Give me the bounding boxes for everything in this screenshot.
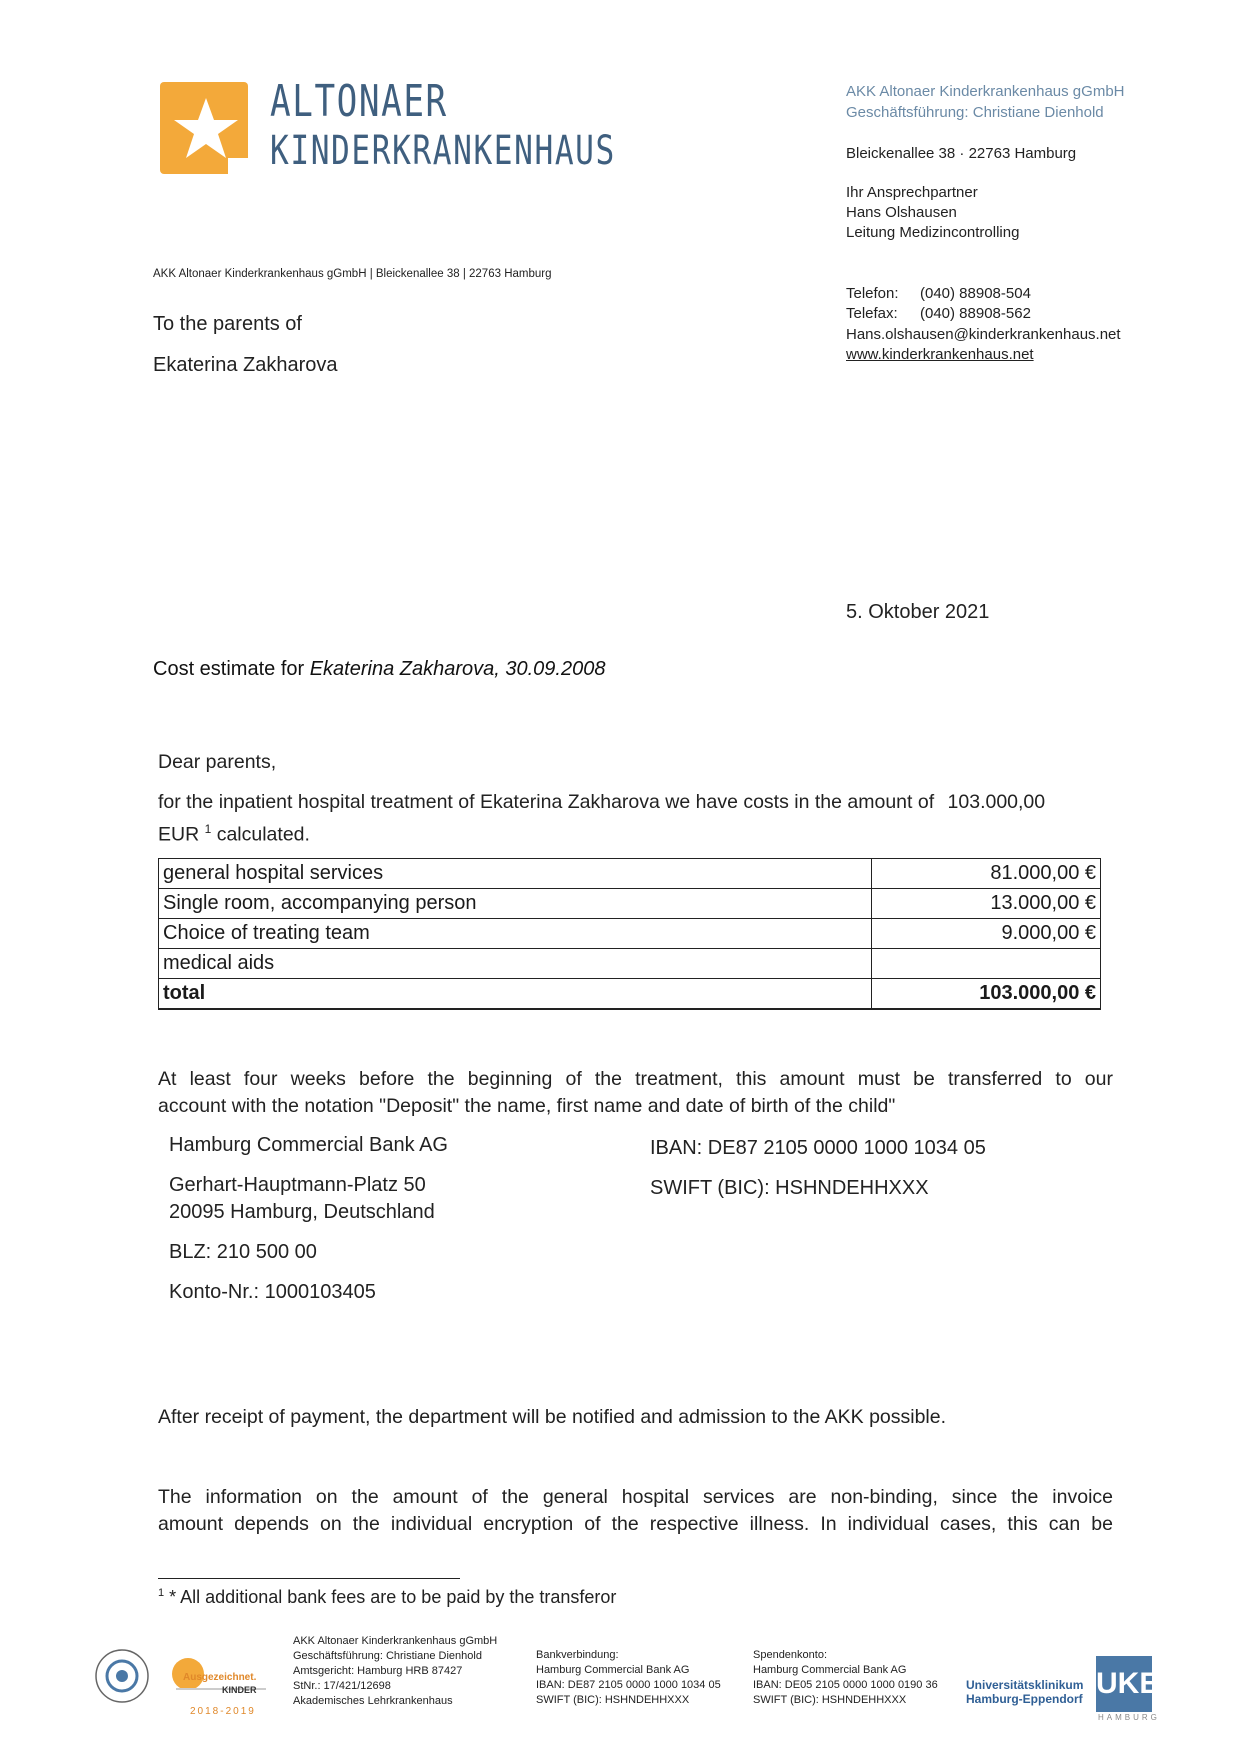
cost-amount: 13.000,00 € bbox=[872, 889, 1101, 919]
hospital-logo-star-icon bbox=[160, 82, 248, 174]
award-years: 2018-2019 bbox=[190, 1706, 256, 1717]
email-link[interactable]: Hans.olshausen@kinderkrankenhaus.net bbox=[846, 326, 1121, 343]
uke-logo: UKE bbox=[1096, 1656, 1152, 1712]
info-line-2: amount depends on the individual encryption of the respective illness. In individual cases, this can be bbox=[158, 1513, 1113, 1535]
cost-row bbox=[159, 919, 1101, 949]
cost-row bbox=[159, 859, 1101, 889]
header-management: Geschäftsführung: Christiane Dienhold bbox=[846, 104, 1104, 121]
footer-company-l2: Geschäftsführung: Christiane Dienhold bbox=[293, 1650, 482, 1662]
contact-name: Hans Olshausen bbox=[846, 204, 957, 221]
award-sub: KINDER bbox=[222, 1685, 257, 1695]
certification-seal-icon bbox=[92, 1646, 152, 1706]
phone-row bbox=[846, 285, 1031, 302]
footnote-divider bbox=[158, 1578, 460, 1579]
uke-line-2: Hamburg-Eppendorf bbox=[966, 1692, 1083, 1706]
transfer-line-1: At least four weeks before the beginning of the treatment, this amount must be transferred to our bbox=[158, 1068, 1113, 1090]
footer-donation-swift: SWIFT (BIC): HSHNDEHHXXX bbox=[753, 1694, 907, 1706]
uke-line-1: Universitätsklinikum bbox=[966, 1678, 1084, 1692]
greeting: Dear parents, bbox=[158, 751, 277, 773]
footer-company-l4: StNr.: 17/421/12698 bbox=[293, 1680, 391, 1692]
award-title: Ausgezeichnet. bbox=[183, 1672, 257, 1683]
bank-account-number: Konto-Nr.: 1000103405 bbox=[169, 1281, 376, 1303]
cost-amount: 9.000,00 € bbox=[872, 919, 1101, 949]
subject-name: Ekaterina Zakharova, 30.09.2008 bbox=[309, 658, 606, 680]
footer-donation-iban: IBAN: DE05 2105 0000 1000 0190 36 bbox=[753, 1679, 938, 1691]
bank-name: Hamburg Commercial Bank AG bbox=[169, 1134, 448, 1156]
uke-city: HAMBURG bbox=[1098, 1713, 1160, 1722]
cost-amount bbox=[872, 949, 1101, 979]
intro-amount: 103.000,00 bbox=[947, 791, 1046, 813]
cost-total-row bbox=[159, 979, 1101, 1010]
phone-value: (040) 88908-504 bbox=[920, 285, 1031, 302]
footer-bank-iban: IBAN: DE87 2105 0000 1000 1034 05 bbox=[536, 1679, 721, 1691]
fax-label: Telefax: bbox=[846, 305, 898, 322]
letter-date: 5. Oktober 2021 bbox=[846, 601, 990, 623]
footer-company bbox=[293, 1634, 497, 1709]
intro-suffix: calculated. bbox=[216, 823, 310, 846]
footer-bank bbox=[536, 1648, 721, 1708]
footnote-marker: 1 bbox=[158, 1587, 165, 1599]
after-payment-text: After receipt of payment, the department will be notified and admission to the AKK possible. bbox=[158, 1406, 947, 1428]
recipient-line-1: To the parents of bbox=[153, 313, 302, 335]
subject-prefix: Cost estimate for bbox=[153, 658, 310, 680]
website-link[interactable] bbox=[846, 346, 1034, 363]
intro-paragraph bbox=[158, 789, 1118, 849]
cost-row bbox=[159, 949, 1101, 979]
footer-bank-name: Hamburg Commercial Bank AG bbox=[536, 1664, 690, 1676]
cost-amount: 81.000,00 € bbox=[872, 859, 1101, 889]
bank-iban: IBAN: DE87 2105 0000 1000 1034 05 bbox=[650, 1137, 986, 1159]
header-address: Bleickenallee 38 · 22763 Hamburg bbox=[846, 145, 1077, 162]
footer-company-l5: Akademisches Lehrkrankenhaus bbox=[293, 1695, 453, 1707]
logo-text-kinderkrankenhaus: KINDERKRANKENHAUS bbox=[270, 128, 616, 174]
cost-label: medical aids bbox=[159, 949, 872, 979]
info-line-1: The information on the amount of the general hospital services are non-binding, since the invoice bbox=[158, 1486, 1113, 1508]
transfer-line-2 bbox=[158, 1093, 1113, 1120]
footer-bank-title: Bankverbindung: bbox=[536, 1649, 619, 1661]
cost-label: Choice of treating team bbox=[159, 919, 872, 949]
subject-line bbox=[153, 658, 605, 681]
cost-row bbox=[159, 889, 1101, 919]
fax-value: (040) 88908-562 bbox=[920, 305, 1031, 322]
footnote-text: * All additional bank fees are to be paid by the transferor bbox=[169, 1587, 617, 1607]
bank-blz: BLZ: 210 500 00 bbox=[169, 1241, 317, 1263]
footer-company-l3: Amtsgericht: Hamburg HRB 87427 bbox=[293, 1665, 463, 1677]
bank-city: 20095 Hamburg, Deutschland bbox=[169, 1201, 435, 1223]
bank-street: Gerhart-Hauptmann-Platz 50 bbox=[169, 1174, 426, 1196]
intro-footnote-ref: 1 bbox=[204, 822, 212, 836]
transfer-notation: "Deposit" the name, first name and date of birth of the child" bbox=[379, 1095, 896, 1117]
fax-row bbox=[846, 305, 1031, 322]
cost-label: Single room, accompanying person bbox=[159, 889, 872, 919]
cost-total-label: total bbox=[159, 979, 872, 1010]
footer-company-l1: AKK Altonaer Kinderkrankenhaus gGmbH bbox=[293, 1635, 498, 1647]
intro-text: for the inpatient hospital treatment of Ekaterina Zakharova we have costs in the amount of bbox=[158, 791, 935, 813]
contact-label: Ihr Ansprechpartner bbox=[846, 184, 978, 201]
header-company: AKK Altonaer Kinderkrankenhaus gGmbH bbox=[846, 83, 1125, 100]
cost-table bbox=[158, 858, 1101, 1010]
footer-donation bbox=[753, 1648, 938, 1708]
footnote bbox=[158, 1587, 616, 1608]
recipient-line-2: Ekaterina Zakharova bbox=[153, 354, 338, 376]
footer-donation-title: Spendenkonto: bbox=[753, 1649, 828, 1661]
contact-role: Leitung Medizincontrolling bbox=[846, 224, 1020, 241]
logo-text-altonaer: ALTONAER bbox=[270, 76, 448, 127]
transfer-prefix: account with the notation bbox=[158, 1095, 380, 1117]
cost-label: general hospital services bbox=[159, 859, 872, 889]
uke-name bbox=[966, 1678, 1083, 1706]
intro-currency: EUR bbox=[158, 823, 200, 846]
bank-swift: SWIFT (BIC): HSHNDEHHXXX bbox=[650, 1177, 929, 1199]
website-link-text[interactable]: www.kinderkrankenhaus.net bbox=[846, 346, 1034, 363]
cost-total-amount: 103.000,00 € bbox=[872, 979, 1101, 1010]
phone-label: Telefon: bbox=[846, 285, 899, 302]
footer-donation-name: Hamburg Commercial Bank AG bbox=[753, 1664, 907, 1676]
sender-return-address: AKK Altonaer Kinderkrankenhaus gGmbH | Bleickenallee 38 | 22763 Hamburg bbox=[153, 268, 552, 280]
footer-bank-swift: SWIFT (BIC): HSHNDEHHXXX bbox=[536, 1694, 690, 1706]
